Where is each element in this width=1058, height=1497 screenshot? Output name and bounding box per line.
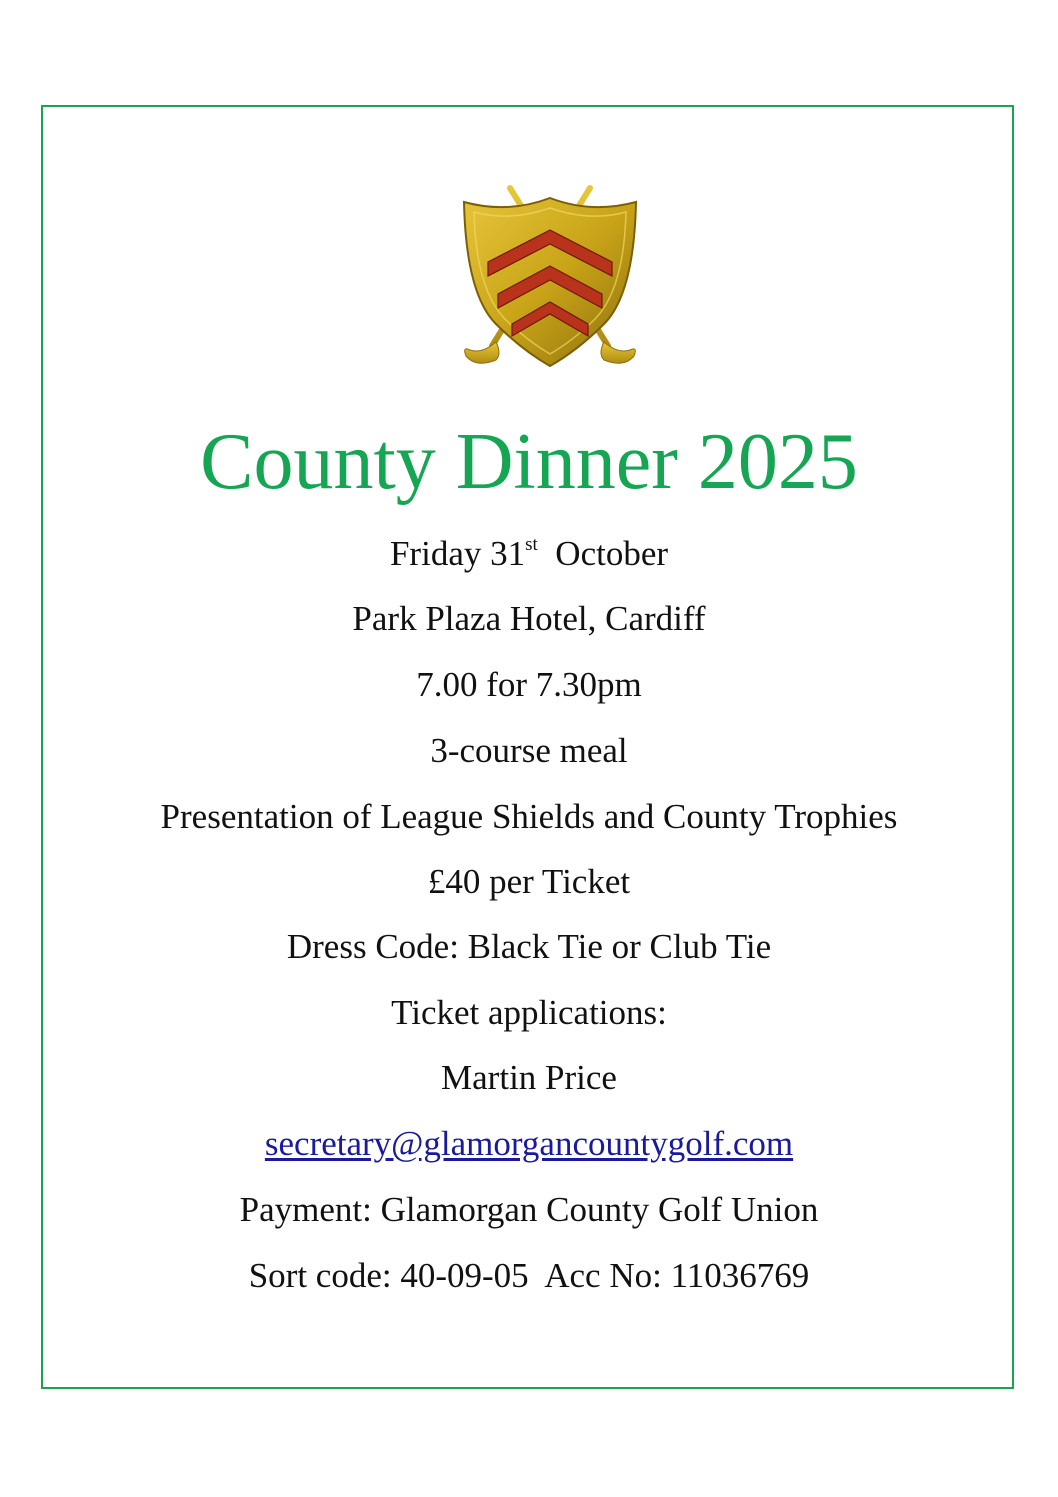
- payment-details: Payment: Glamorgan County Golf Union: [239, 1190, 819, 1229]
- ticket-price: £40 per Ticket: [427, 862, 631, 901]
- event-date: [0, 532, 1058, 582]
- event-time: 7.00 for 7.30pm: [416, 665, 642, 704]
- event-title: County Dinner 2025: [200, 418, 858, 506]
- contact-email-link[interactable]: secretary@glamorgancountygolf.com: [264, 1124, 794, 1163]
- dress-code: Dress Code: Black Tie or Club Tie: [286, 927, 772, 966]
- event-date-month: October: [555, 534, 669, 573]
- golf-shield-crest-icon: [458, 184, 642, 370]
- shield-icon: [464, 198, 636, 366]
- event-venue: Park Plaza Hotel, Cardiff: [352, 599, 706, 638]
- bank-details: Sort code: 40-09-05 Acc No: 11036769: [248, 1256, 810, 1295]
- event-date-suffix: st: [525, 534, 538, 555]
- event-meal: 3-course meal: [430, 731, 628, 770]
- contact-name: Martin Price: [441, 1058, 617, 1097]
- contact-email-row: [0, 1122, 1058, 1166]
- event-date-day: Friday 31: [389, 534, 526, 573]
- ticket-applications-label: Ticket applications:: [391, 993, 667, 1032]
- event-presentation: Presentation of League Shields and County Trophies: [160, 797, 898, 836]
